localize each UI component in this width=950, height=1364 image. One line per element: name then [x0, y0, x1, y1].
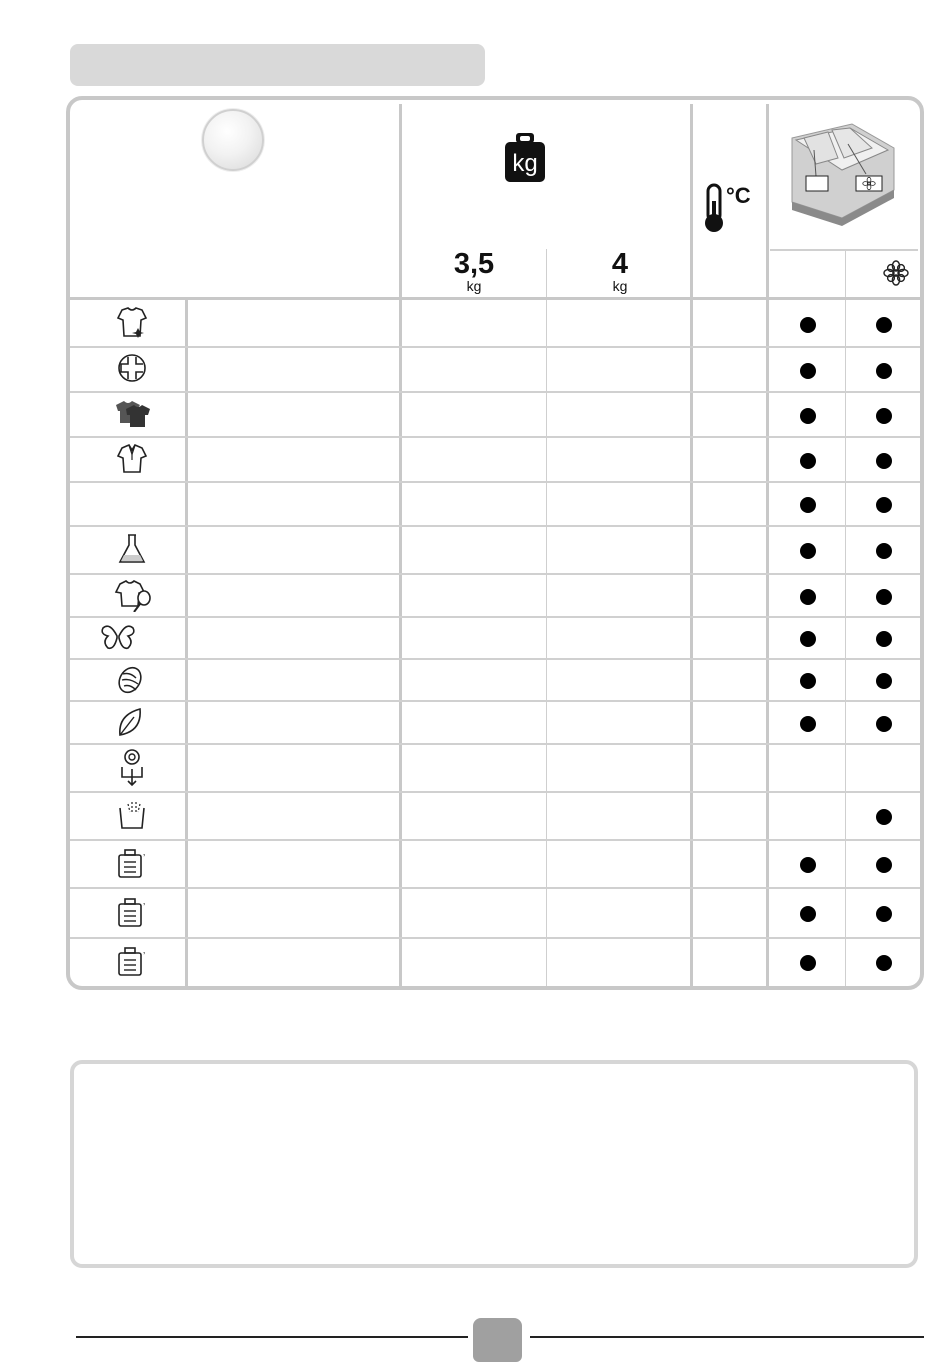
- prewash-compartment-dot: [800, 906, 816, 922]
- softener-compartment-dot: [876, 317, 892, 333]
- row-divider: [70, 436, 920, 438]
- softener-compartment-dot: [876, 363, 892, 379]
- notes-box: [70, 1060, 918, 1268]
- col-divider: [766, 104, 769, 986]
- softener-compartment-dot: [876, 543, 892, 559]
- weight-timer-icon: [114, 895, 152, 934]
- row-divider: [70, 573, 920, 575]
- load-column-2: [578, 250, 662, 293]
- sport-shirt-icon: [114, 578, 152, 617]
- row-divider: [70, 791, 920, 793]
- detergent-drawer-icon: [782, 118, 902, 233]
- minutes-tick: ’: [143, 902, 146, 913]
- row-divider: [70, 525, 920, 527]
- page-number-tab: [473, 1318, 522, 1362]
- col-divider: [399, 104, 402, 986]
- prewash-compartment-dot: [800, 955, 816, 971]
- row-divider: [70, 658, 920, 660]
- minutes-tick: ’: [143, 951, 146, 962]
- row-divider: [70, 616, 920, 618]
- row-divider: [770, 249, 918, 251]
- rinse-icon: [114, 798, 152, 837]
- load-column-1: [432, 250, 516, 293]
- mixed-clothes-icon: [114, 397, 152, 436]
- row-divider: [70, 481, 920, 483]
- softener-flower-icon: [882, 259, 910, 292]
- wool-yarn-icon: [114, 662, 152, 701]
- footer-line-left: [76, 1336, 468, 1338]
- spin-drain-icon: [114, 747, 152, 792]
- butterfly-icon: [100, 620, 138, 659]
- footer-line-right: [530, 1336, 924, 1338]
- temperature-icon: [702, 181, 758, 240]
- prewash-compartment-dot: [800, 363, 816, 379]
- load-value-2: 4: [611, 248, 629, 280]
- softener-compartment-dot: [876, 408, 892, 424]
- load-unit-1: kg: [466, 278, 482, 294]
- weight-timer-icon: [114, 846, 152, 885]
- prewash-compartment-dot: [800, 408, 816, 424]
- prewash-compartment-dot: [800, 497, 816, 513]
- softener-compartment-dot: [876, 497, 892, 513]
- row-divider: [70, 839, 920, 841]
- row-divider: [70, 937, 920, 939]
- softener-compartment-dot: [876, 716, 892, 732]
- softener-compartment-dot: [876, 453, 892, 469]
- row-divider: [70, 887, 920, 889]
- softener-compartment-dot: [876, 631, 892, 647]
- softener-compartment-dot: [876, 673, 892, 689]
- weight-timer-icon: [114, 944, 152, 983]
- prewash-compartment-dot: [800, 543, 816, 559]
- minutes-tick: ’: [143, 853, 146, 864]
- prewash-compartment-dot: [800, 589, 816, 605]
- leaf-icon: [114, 705, 152, 744]
- softener-compartment-dot: [876, 589, 892, 605]
- softener-compartment-dot: [876, 906, 892, 922]
- row-divider: [70, 700, 920, 702]
- prewash-compartment-dot: [800, 453, 816, 469]
- section-title-bar: [70, 44, 485, 86]
- header-divider: [70, 297, 920, 300]
- program-selector-knob-icon: [202, 109, 264, 171]
- shirt-sparkle-icon: [114, 306, 152, 345]
- row-divider: [70, 346, 920, 348]
- col-divider: [185, 300, 188, 986]
- hygiene-cross-icon: [114, 352, 152, 391]
- flask-icon: [114, 532, 152, 571]
- load-value-1: 3,5: [453, 248, 495, 280]
- polo-shirt-icon: [114, 442, 152, 481]
- weight-kg-icon-label: kg: [512, 150, 538, 177]
- prewash-compartment-dot: [800, 716, 816, 732]
- softener-compartment-dot: [876, 809, 892, 825]
- prewash-compartment-dot: [800, 857, 816, 873]
- col-divider: [690, 104, 693, 986]
- prewash-compartment-dot: [800, 317, 816, 333]
- prewash-compartment-dot: [800, 631, 816, 647]
- row-divider: [70, 743, 920, 745]
- softener-compartment-dot: [876, 857, 892, 873]
- load-unit-2: kg: [612, 278, 628, 294]
- softener-compartment-dot: [876, 955, 892, 971]
- row-divider: [70, 391, 920, 393]
- prewash-compartment-dot: [800, 673, 816, 689]
- weight-kg-icon: [503, 133, 547, 188]
- temperature-unit-label: °C: [726, 183, 751, 208]
